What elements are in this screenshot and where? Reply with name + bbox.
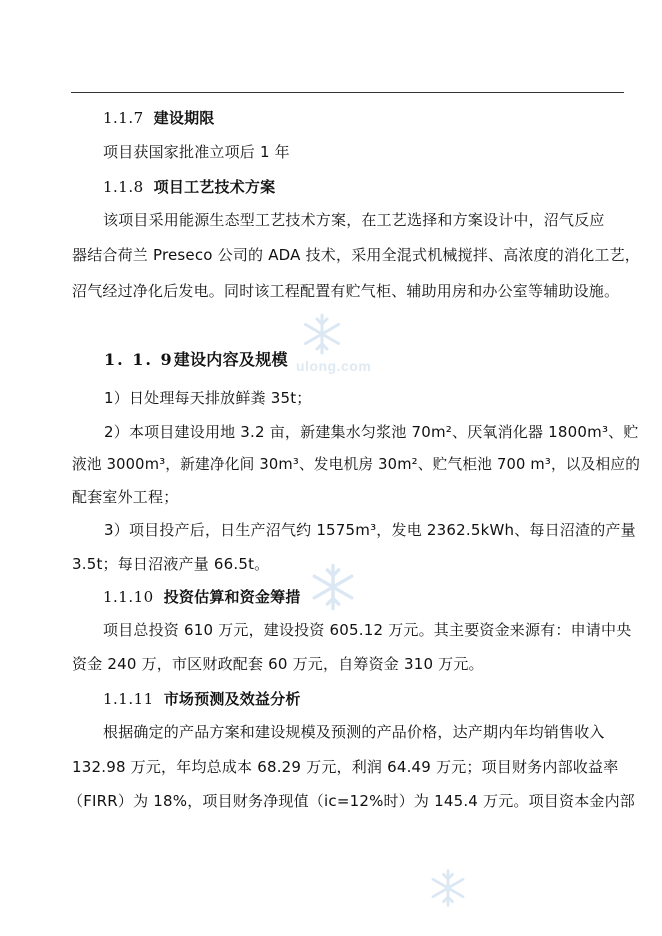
section-title: 项目工艺技术方案 xyxy=(153,178,276,196)
paragraph-line: 132.98 万元，年均总成本 68.29 万元，利润 64.49 万元；项目财务内部收益率 xyxy=(72,758,619,776)
snowflake-watermark-icon xyxy=(428,868,468,912)
paragraph-line: （FIRR）为 18%，项目财务净现值（ic=12%时）为 145.4 万元。项目资本金内部 xyxy=(68,792,636,810)
snowflake-watermark-icon xyxy=(308,562,358,616)
header-rule xyxy=(71,92,624,93)
paragraph-line: 资金 240 万，市区财政配套 60 万元，自筹资金 310 万元。 xyxy=(72,655,484,673)
paragraph-line: 1）日处理每天排放鲜粪 35t； xyxy=(104,389,312,407)
section-title: 建设内容及规模 xyxy=(173,350,288,369)
paragraph-line: 器结合荷兰 Preseco 公司的 ADA 技术，采用全混式机械搅拌、高浓度的消化工艺， xyxy=(72,246,640,264)
snowflake-watermark-icon xyxy=(300,312,344,360)
paragraph-line: 3.5t；每日沼液产量 66.5t。 xyxy=(72,555,270,573)
paragraph-line: 项目总投资 610 万元，建设投资 605.12 万元。其主要资金来源有：申请中央 xyxy=(103,621,632,639)
section-title: 建设期限 xyxy=(153,109,215,127)
section-title: 投资估算和资金筹措 xyxy=(163,588,301,606)
paragraph-line: 3）项目投产后，日生产沼气约 1575m³，发电 2362.5kWh、每日沼渣的产量 xyxy=(104,521,636,539)
paragraph-line: 根据确定的产品方案和建设规模及预测的产品价格，达产期内年均销售收入 xyxy=(103,723,605,741)
paragraph-line: 2）本项目建设用地 3.2 亩，新建集水匀浆池 70m²、厌氧消化器 1800m³、贮 xyxy=(104,423,639,441)
paragraph-line: 液池 3000m³，新建净化间 30m³、发电机房 30m²、贮气柜池 700 m³，以及相应的 xyxy=(72,455,641,473)
section-heading-1-1-10 xyxy=(103,587,301,607)
section-heading-1-1-11 xyxy=(103,689,301,709)
section-number: 1.1.7 xyxy=(103,109,144,127)
section-number: 1. 1. 9 xyxy=(104,350,174,369)
section-heading-1-1-7 xyxy=(103,108,214,128)
section-number: 1.1.10 xyxy=(103,588,154,606)
watermark-text: ulong.com xyxy=(296,358,372,374)
section-title: 市场预测及效益分析 xyxy=(163,690,301,708)
section-heading-1-1-9 xyxy=(104,350,288,370)
paragraph-line: 沼气经过净化后发电。同时该工程配置有贮气柜、辅助用房和办公室等辅助设施。 xyxy=(72,282,620,300)
section-heading-1-1-8 xyxy=(103,177,275,197)
paragraph-line: 该项目采用能源生态型工艺技术方案，在工艺选择和方案设计中，沼气反应 xyxy=(103,211,605,229)
paragraph-line: 配套室外工程； xyxy=(72,488,179,506)
paragraph-line: 项目获国家批准立项后 1 年 xyxy=(103,143,290,161)
section-number: 1.1.11 xyxy=(103,690,154,708)
section-number: 1.1.8 xyxy=(103,178,144,196)
